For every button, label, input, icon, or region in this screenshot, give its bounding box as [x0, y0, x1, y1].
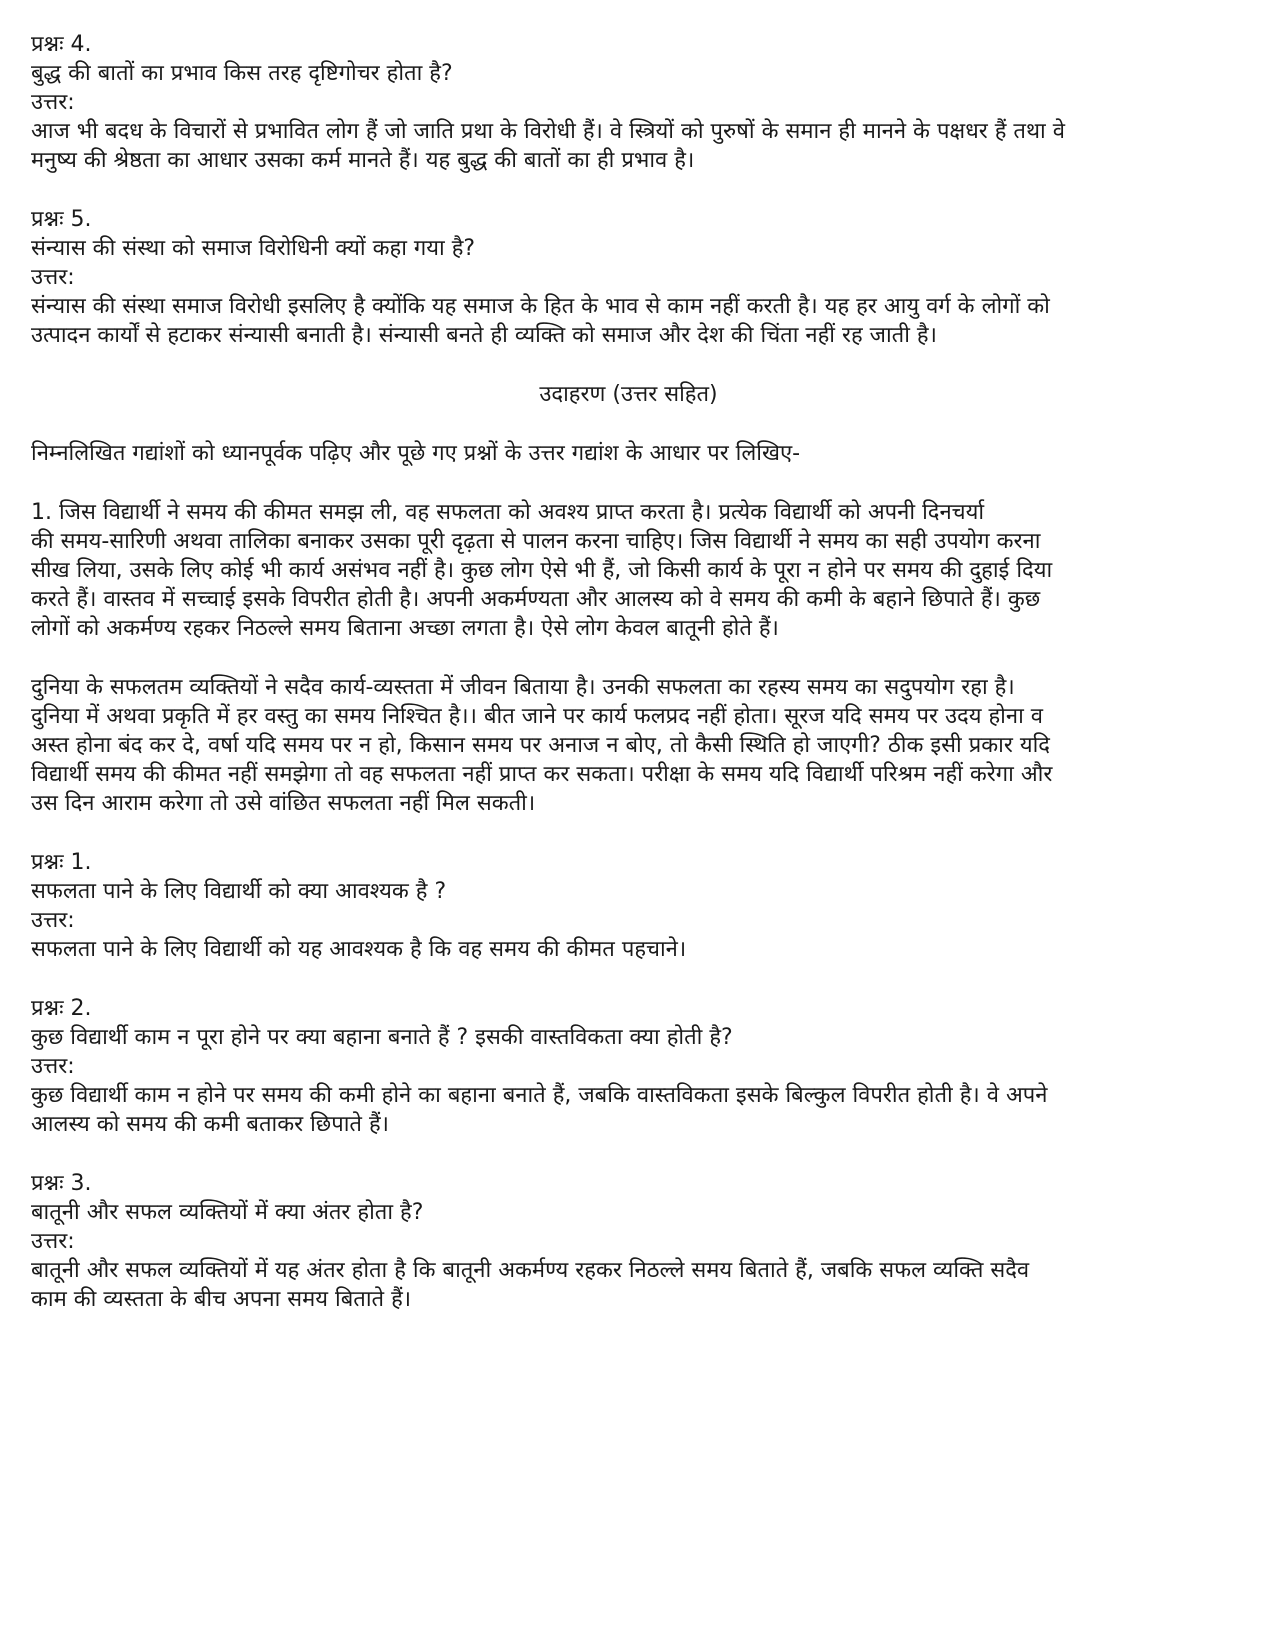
qa-block-prev-4	[31, 30, 1256, 175]
qa-block-2	[31, 994, 1256, 1139]
answer-label: उत्तर:	[31, 265, 75, 290]
question-text: सफलता पाने के लिए विद्यार्थी को क्या आवश्यक है ?	[31, 879, 447, 904]
answer-line: कुछ विद्यार्थी काम न होने पर समय की कमी होने का बहाना बनाते हैं, जबकि वास्तविकता इसके बिल्कुल विपरीत होती है। वे अपने	[31, 1083, 1048, 1108]
qa-block-3	[31, 1169, 1256, 1314]
answer-line: मनुष्य की श्रेष्ठता का आधार उसका कर्म मानते हैं। यह बुद्ध की बातों का ही प्रभाव है।	[31, 148, 695, 173]
passage-line: दुनिया के सफलतम व्यक्तियों ने सदैव कार्य-व्यस्तता में जीवन बिताया है। उनकी सफलता का रहस्य समय का सदुपयोग रहा है।	[31, 675, 1015, 700]
answer-line: उत्पादन कार्यों से हटाकर संन्यासी बनाती है। संन्यासी बनते ही व्यक्ति को समाज और देश की चिंता नहीं रह जाती है।	[31, 323, 937, 348]
answer-line: बातूनी और सफल व्यक्तियों में यह अंतर होता है कि बातूनी अकर्मण्य रहकर निठल्ले समय बिताते हैं, जबकि सफल व्यक्ति सदैव	[31, 1258, 1030, 1283]
question-number: प्रश्नः 5.	[31, 207, 92, 232]
answer-label: उत्तर:	[31, 1054, 75, 1079]
instruction-text: निम्नलिखित गद्यांशों को ध्यानपूर्वक पढ़िए और पूछे गए प्रश्नों के उत्तर गद्यांश के आधार पर लिखिए-	[31, 441, 801, 466]
question-text: संन्यास की संस्था को समाज विरोधिनी क्यों कहा गया है?	[31, 236, 476, 261]
answer-line: काम की व्यस्तता के बीच अपना समय बिताते हैं।	[31, 1287, 412, 1312]
passage-line: दुनिया में अथवा प्रकृति में हर वस्तु का समय निश्चित है।। बीत जाने पर कार्य फलप्रद नहीं होता। सूरज यदि समय पर उदय होना व	[31, 704, 1044, 729]
question-text: कुछ विद्यार्थी काम न पूरा होने पर क्या बहाना बनाते हैं ? इसकी वास्तविकता क्या होती है?	[31, 1025, 733, 1050]
question-text: बुद्ध की बातों का प्रभाव किस तरह दृष्टिगोचर होता है?	[31, 61, 453, 86]
answer-line: आलस्य को समय की कमी बताकर छिपाते हैं।	[31, 1112, 389, 1137]
passage-paragraph-2	[31, 673, 1256, 818]
passage-line: 1. जिस विद्यार्थी ने समय की कीमत समझ ली, वह सफलता को अवश्य प्राप्त करता है। प्रत्येक विद्यार्थी को अपनी दिनचर्या	[31, 500, 985, 525]
passage-line: लोगों को अकर्मण्य रहकर निठल्ले समय बिताना अच्छा लगता है। ऐसे लोग केवल बातूनी होते हैं।	[31, 616, 779, 641]
question-number: प्रश्नः 3.	[31, 1171, 92, 1196]
answer-line: आज भी बदध के विचारों से प्रभावित लोग हैं जो जाति प्रथा के विरोधी हैं। वे स्त्रियों को पुरुषों के समान ही मानने के पक्षधर हैं तथा वे	[31, 119, 1065, 144]
section-heading: उदाहरण (उत्तर सहित)	[539, 382, 718, 407]
passage-line: करते हैं। वास्तव में सच्चाई इसके विपरीत होती है। अपनी अकर्मण्यता और आलस्य को वे समय की कमी के बहाने छिपाते हैं। कुछ	[31, 587, 1041, 612]
qa-block-1	[31, 848, 1256, 964]
answer-line: संन्यास की संस्था समाज विरोधी इसलिए है क्योंकि यह समाज के हित के भाव से काम नहीं करती है। यह हर आयु वर्ग के लोगों को	[31, 294, 1050, 319]
question-number: प्रश्नः 1.	[31, 850, 92, 875]
question-number: प्रश्नः 4.	[31, 32, 92, 57]
passage-line: विद्यार्थी समय की कीमत नहीं समझेगा तो वह सफलता नहीं प्राप्त कर सकता। परीक्षा के समय यदि विद्यार्थी परिश्रम नहीं करेगा और	[31, 762, 1053, 787]
question-text: बातूनी और सफल व्यक्तियों में क्या अंतर होता है?	[31, 1200, 424, 1225]
answer-label: उत्तर:	[31, 908, 75, 933]
qa-block-prev-5	[31, 205, 1256, 350]
answer-line: सफलता पाने के लिए विद्यार्थी को यह आवश्यक है कि वह समय की कीमत पहचाने।	[31, 937, 687, 962]
passage-line: अस्त होना बंद कर दे, वर्षा यदि समय पर न हो, किसान समय पर अनाज न बोए, तो कैसी स्थिति हो जाएगी? ठीक इसी प्रकार यदि	[31, 733, 1050, 758]
passage-line: की समय-सारिणी अथवा तालिका बनाकर उसका पूरी दृढ़ता से पालन करना चाहिए। जिस विद्यार्थी ने समय का सही उपयोग करना	[31, 529, 1041, 554]
passage-line: सीख लिया, उसके लिए कोई भी कार्य असंभव नहीं है। कुछ लोग ऐसे भी हैं, जो किसी कार्य के पूरा न होने पर समय की दुहाई दिया	[31, 558, 1053, 583]
answer-label: उत्तर:	[31, 1229, 75, 1254]
passage-paragraph-1	[31, 498, 1256, 643]
question-number: प्रश्नः 2.	[31, 996, 92, 1021]
passage-line: उस दिन आराम करेगा तो उसे वांछित सफलता नहीं मिल सकती।	[31, 791, 536, 816]
answer-label: उत्तर:	[31, 90, 75, 115]
document-page	[31, 30, 1256, 1314]
